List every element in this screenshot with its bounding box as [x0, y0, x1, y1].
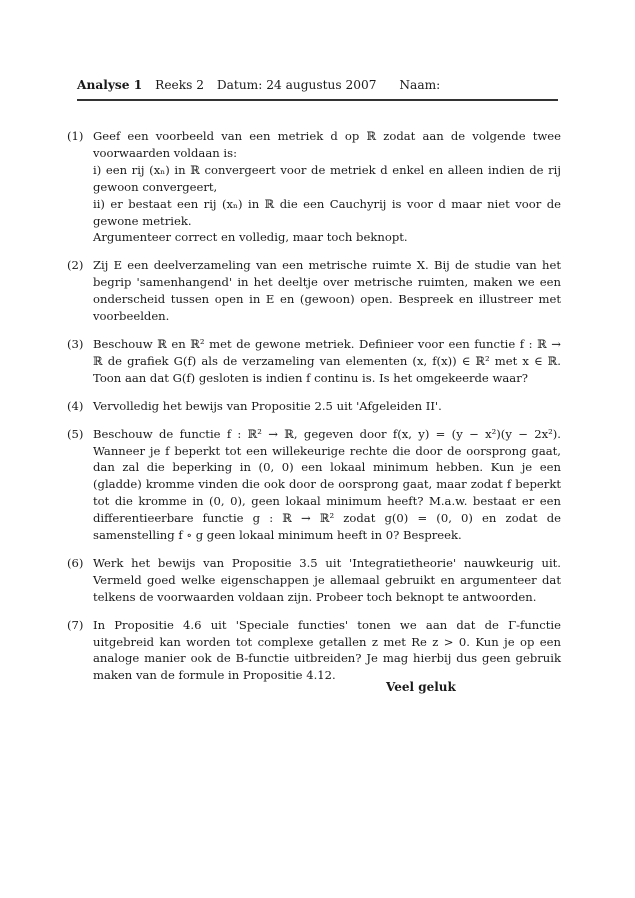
question-text	[93, 257, 561, 325]
course-title: Analyse 1	[77, 78, 143, 92]
question-line: Werk het bewijs van Propositie 3.5 uit 'Integratietheorie' nauwkeurig uit. Vermeld goed welke eigenschappen je allemaal gebruikt en argumenteer dat telkens de voorwaarden voldaan zijn. Probeer toch beknopt te antwoorden.	[93, 555, 561, 604]
question-number: (7)	[67, 617, 84, 632]
question-number: (2)	[67, 258, 84, 273]
question-line: Beschouw ℝ en ℝ² met de gewone metriek. Definieer voor een functie f : ℝ → ℝ de grafiek G(f) als de verzameling van elementen (x, f(x)) ∈ ℝ² met x ∈ ℝ. Toon aan dat G(f) gesloten is indien f continu is. Is het omgekeerde waar?	[93, 336, 561, 385]
question-line: Zij E een deelverzameling van een metrische ruimte X. Bij de studie van het begrip 'samenhangend' in het deeltje over metrische ruimten, maken we een onderscheid tussen open in E en (gewoon) open. Bespreek en illustreer met voorbeelden.	[93, 258, 561, 324]
question-line: Vervolledig het bewijs van Propositie 2.5 uit 'Afgeleiden II'.	[93, 398, 442, 413]
question-text	[93, 555, 561, 606]
question-5	[67, 426, 561, 544]
question-line: In Propositie 4.6 uit 'Speciale functies' tonen we aan dat de Γ-functie uitgebreid kan worden tot complexe getallen z met Re z > 0. Kun je op een analoge manier ook de B-functie uitbreiden? Je mag hierbij dus geen gebruik maken van de formule in Propositie 4.12.	[93, 617, 561, 683]
question-number: (3)	[67, 336, 84, 351]
question-line: Beschouw de functie f : ℝ² → ℝ, gegeven door f(x, y) = (y − x²)(y − 2x²). Wanneer je f beperkt tot een willekeurige rechte die door de oorsprong gaat, dan zal die beperking in (0, 0) een lokaal minimum hebben. Kun je een (gladde) kromme vinden die ook door de oorsprong gaat, maar zodat f beperkt tot die kromme in (0, 0), geen lokaal minimum heeft? M.a.w. bestaat er een differentieerbare functie g : ℝ → ℝ² zodat g(0) = (0, 0) en zodat de samenstelling f ∘ g geen lokaal minimum heeft in 0? Bespreek.	[93, 426, 561, 543]
question-1	[67, 128, 561, 246]
question-number: (6)	[67, 555, 84, 570]
question-text	[93, 617, 561, 685]
closing-greeting: Veel geluk	[386, 680, 456, 694]
date-label: Datum: 24 augustus 2007	[216, 78, 377, 92]
exam-header	[77, 78, 449, 92]
question-text	[93, 128, 561, 246]
question-4	[67, 398, 561, 415]
question-3	[67, 336, 561, 387]
question-2	[67, 257, 561, 325]
question-text	[93, 426, 561, 544]
header-rule	[77, 99, 558, 101]
question-line: Argumenteer correct en volledig, maar toch beknopt.	[93, 230, 408, 245]
question-text	[93, 398, 561, 415]
question-line: Geef een voorbeeld van een metriek d op ℝ zodat aan de volgende twee voorwaarden voldaan is:	[93, 129, 561, 160]
question-7	[67, 617, 561, 685]
question-number: (4)	[67, 398, 84, 413]
question-6	[67, 555, 561, 606]
series-label: Reeks 2	[155, 78, 205, 92]
question-line: ii) er bestaat een rij (xₙ) in ℝ die een Cauchyrij is voor d maar niet voor de gewone metriek.	[93, 196, 561, 228]
name-label: Naam:	[399, 78, 441, 92]
question-text	[93, 336, 561, 387]
question-number: (5)	[67, 426, 84, 441]
question-number: (1)	[67, 129, 84, 143]
question-list	[67, 128, 561, 684]
question-line: i) een rij (xₙ) in ℝ convergeert voor de metriek d enkel en alleen indien de rij gewoon convergeert,	[93, 162, 561, 194]
